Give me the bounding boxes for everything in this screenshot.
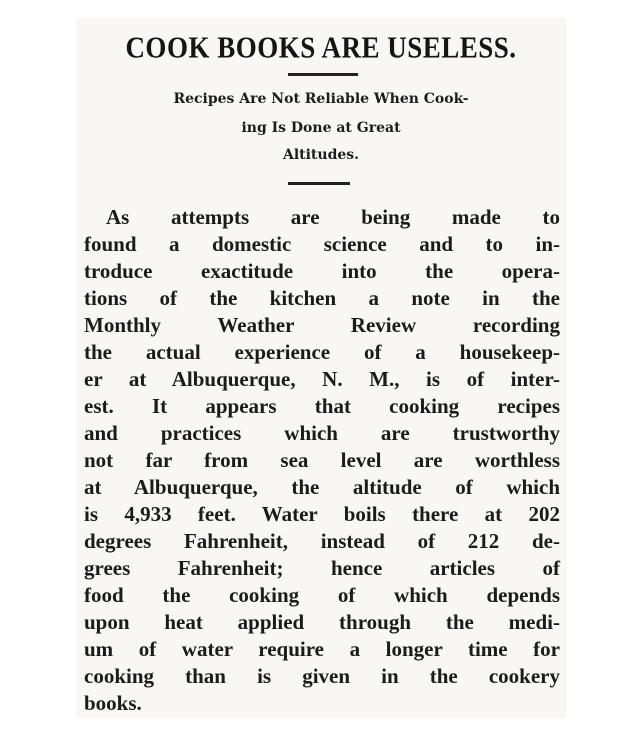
body-line: er at Albuquerque, N. M., is of inter- — [84, 367, 560, 391]
body-line: degrees Fahrenheit, instead of 212 de- — [84, 529, 560, 553]
body-line: tions of the kitchen a note in the — [84, 286, 560, 310]
body-line: and practices which are trustworthy — [84, 421, 560, 445]
body-line: not far from sea level are worthless — [84, 448, 560, 472]
body-line: at Albuquerque, the altitude of which — [84, 475, 560, 499]
body-line: um of water require a longer time for — [84, 637, 560, 661]
newspaper-clipping — [76, 18, 566, 718]
headline-divider — [288, 73, 358, 76]
body-line: found a domestic science and to in- — [84, 232, 560, 256]
subheadline-line-2: ing Is Done at Great — [241, 120, 401, 136]
body-line: is 4,933 feet. Water boils there at 202 — [84, 502, 560, 526]
body-line: books. — [84, 691, 142, 715]
body-line: grees Fahrenheit; hence articles of — [84, 556, 560, 580]
body-line: est. It appears that cooking recipes — [84, 394, 560, 418]
headline: COOK BOOKS ARE USELESS. — [125, 30, 517, 65]
body-line: Monthly Weather Review recording — [84, 313, 560, 337]
subheadline-line-1: Recipes Are Not Reliable When Cook- — [173, 91, 469, 107]
body-line: As attempts are being made to — [106, 205, 560, 229]
subheadline-divider — [288, 182, 350, 185]
body-line: upon heat applied through the medi- — [84, 610, 560, 634]
body-line: troduce exactitude into the opera- — [84, 259, 560, 283]
body-line: food the cooking of which depends — [84, 583, 560, 607]
body-line: the actual experience of a housekeep- — [84, 340, 560, 364]
subheadline-line-3: Altitudes. — [282, 147, 360, 163]
body-line: cooking than is given in the cookery — [84, 664, 560, 688]
article-body — [84, 204, 560, 717]
